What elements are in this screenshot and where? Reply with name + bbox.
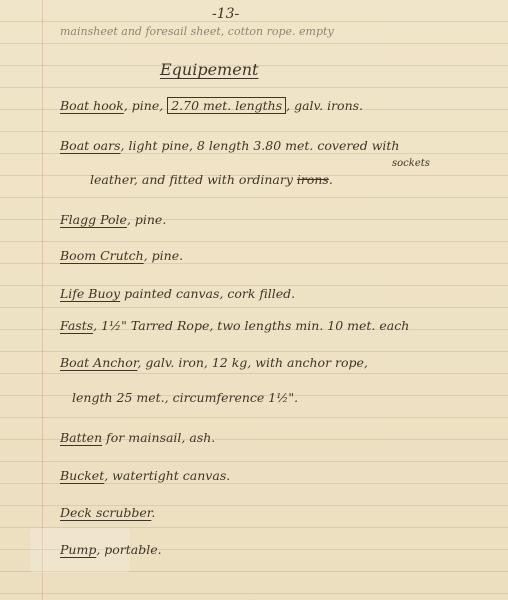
- item-text: , portable.: [96, 542, 162, 557]
- item-deck-scrubber: [60, 505, 155, 521]
- item-batten: [60, 430, 215, 446]
- item-text: leather, and fitted with ordinary: [90, 172, 293, 187]
- header-note: mainsheet and foresail sheet, cotton rope. empty: [60, 25, 334, 38]
- margin-rule: [42, 0, 43, 600]
- item-text: , galv. irons.: [286, 98, 364, 113]
- page-title: Equipement: [160, 60, 259, 79]
- item-text: length 25 met., circumference 1½".: [72, 390, 299, 405]
- item-fasts: [60, 318, 409, 334]
- item-text: for mainsail, ash.: [102, 430, 216, 445]
- item-bucket: [60, 468, 230, 484]
- item-name: Boat oars: [60, 138, 121, 153]
- item-name: Boom Crutch: [60, 248, 144, 263]
- item-continuation: leather, and fitted with ordinary irons.: [90, 172, 333, 187]
- item-name: Flagg Pole: [60, 212, 127, 227]
- item-name: Bucket: [60, 468, 105, 483]
- item-text: , pine.: [143, 248, 184, 263]
- item-flag-pole: [60, 212, 166, 228]
- item-name: Boat hook: [60, 98, 124, 113]
- item-boom-crutch: [60, 248, 183, 264]
- item-pump: [60, 542, 162, 558]
- item-text: , galv. iron, 12 kg, with anchor rope,: [137, 355, 368, 370]
- item-boat-oars: [60, 138, 399, 154]
- item-boat-hook: [60, 98, 363, 114]
- item-life-buoy: [60, 286, 295, 302]
- boxed-text: 2.70 met. lengths: [167, 97, 286, 114]
- item-text: , 1½" Tarred Rope, two lengths min. 10 met. each: [93, 318, 410, 333]
- item-name: Boat Anchor: [60, 355, 138, 370]
- item-text: , watertight canvas.: [104, 468, 231, 483]
- item-continuation: [72, 390, 298, 406]
- item-text: painted canvas, cork filled.: [120, 286, 296, 301]
- item-name: Batten: [60, 430, 103, 445]
- item-text: , pine.: [126, 212, 167, 227]
- item-name: Deck scrubber: [60, 505, 152, 520]
- item-name: Life Buoy: [60, 286, 121, 301]
- item-name: Fasts: [60, 318, 94, 333]
- page-number: -13-: [212, 6, 240, 22]
- struck-text: irons: [296, 172, 329, 187]
- item-boat-anchor: [60, 355, 368, 371]
- item-name: Pump: [60, 542, 97, 557]
- item-text: , pine,: [123, 98, 168, 113]
- item-text: , light pine, 8 length 3.80 met. covered with: [120, 138, 400, 153]
- insertion-text: sockets: [392, 158, 430, 169]
- item-text: .: [151, 505, 156, 520]
